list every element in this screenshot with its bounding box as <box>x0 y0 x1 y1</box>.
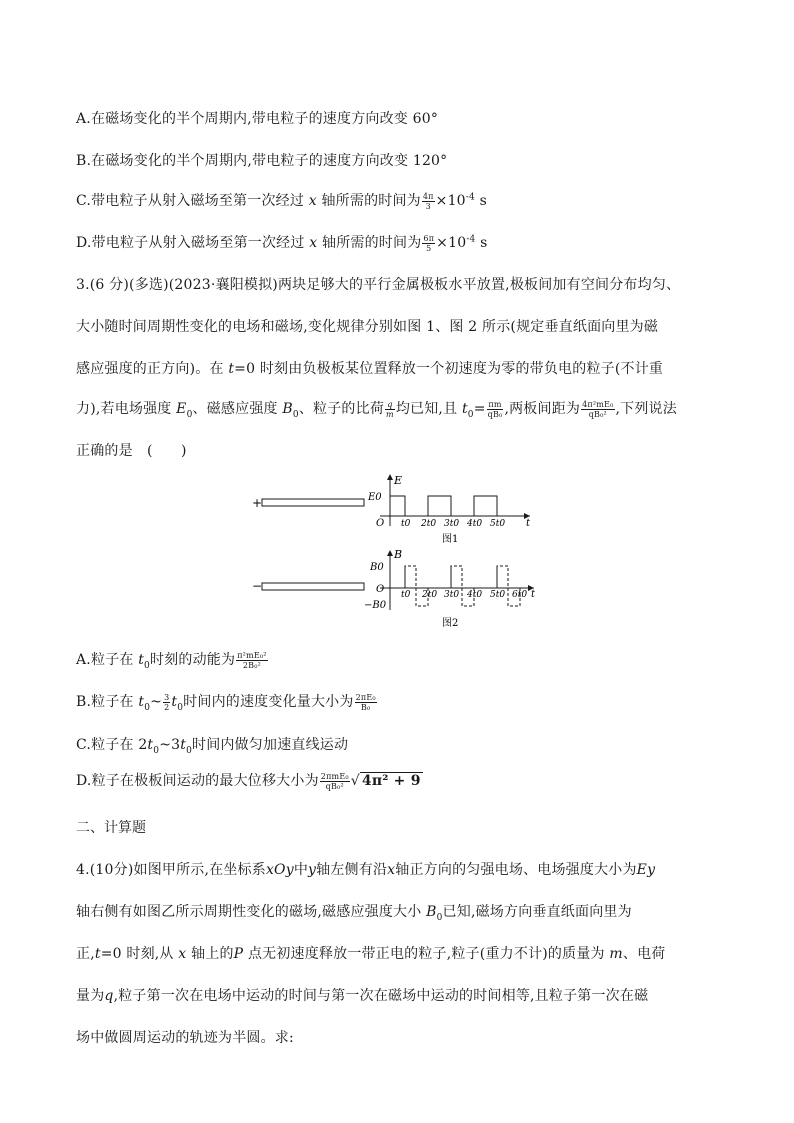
q4-line5: 场中做圆周运动的轨迹为半圆。求: <box>76 1030 294 1046</box>
q2-option-b: B.在磁场变化的半个周期内,带电粒子的速度方向改变 120° <box>76 153 448 169</box>
section-heading-calculation: 二、计算题 <box>76 820 146 836</box>
tick-2t0: 2t0 <box>422 590 438 600</box>
b-axis-arrow <box>387 550 393 556</box>
neg-b0-label: −B0 <box>364 600 387 611</box>
tick-t0: t0 <box>401 519 411 529</box>
plate-plus-sign: + <box>252 496 263 510</box>
b0-label: B0 <box>370 562 384 573</box>
tick-3t0: 3t0 <box>444 590 460 600</box>
t-axis-label: t <box>531 589 536 600</box>
figure-2-magnetic-field <box>248 548 548 632</box>
q3-option-d: D.粒子在极板间运动的最大位移大小为 $\frac{\text{2πmE₀}}{\text{qB₀²}}$ √ 4π² + 9 <box>76 771 421 791</box>
sqrt-sign: √ <box>350 773 360 789</box>
q3-stem-line4: 力),若电场强度 $E_0$、磁感应强度 $B_0$、粒子的比荷 $\frac{q}{m}$ 均已知,且 $t_0=$ $\frac{\pi m}{\text{qB₀}}$ ,两板间距为 $\frac{\text{4π²mE₀}}{\text{qB₀²}}$ ,下列说法 <box>76 399 677 420</box>
q3-stem-line1: 3.(6 分)(多选)(2023·襄阳模拟)两块足够大的平行金属极板水平放置,极板间加有空间分布均匀、 <box>76 277 681 293</box>
q3-option-b: B.粒子在 $t_0\sim$ $\frac{3}{2}$ $t_0$时间内的速度变化量大小为 $\frac{\text{2πE₀}}{\text{B₀}}$ <box>76 692 376 713</box>
b-waveform <box>405 566 520 606</box>
t-axis-label: t <box>526 518 531 529</box>
tick-6t0: 6t0 <box>512 590 528 600</box>
q3-option-a: A.粒子在 $t_0$时刻的动能为 $\frac{\text{π²mE₀²}}{\text{2B₀²}}$ <box>76 650 267 671</box>
origin-label: O <box>376 584 385 595</box>
q4-line4: 量为q,粒子第一次在电场中运动的时间与第一次在磁场中运动的时间相等,且粒子第一次在磁 <box>76 988 649 1004</box>
tick-5t0: 5t0 <box>490 519 506 529</box>
e-axis-arrow <box>387 474 393 480</box>
tick-2t0: 2t0 <box>421 519 437 529</box>
q3-stem-line3: 感应强度的正方向)。在 t=0 时刻由负极板某位置释放一个初速度为零的带负电的粒子(不计重 <box>76 361 664 377</box>
figure-2-caption: 图2 <box>442 618 459 629</box>
positive-plate <box>262 499 364 506</box>
q4-line2: 轴右侧有如图乙所示周期性变化的磁场,磁感应强度大小 $B_0$已知,磁场方向垂直纸面向里为 <box>76 904 632 923</box>
tick-3t0: 3t0 <box>444 519 460 529</box>
q3-stem-line2: 大小随时间周期性变化的电场和磁场,变化规律分别如图 1、图 2 所示(规定垂直纸面向里为磁 <box>76 319 659 335</box>
origin-label: O <box>376 518 385 529</box>
pulse-3 <box>474 496 497 516</box>
e-axis-label: E <box>394 474 403 487</box>
q4-line1: 4.(10分)如图甲所示,在坐标系xOy中y轴左侧有沿x轴正方向的匀强电场、电场强度大小为Ey <box>76 862 656 878</box>
pulse-1 <box>390 496 405 516</box>
negative-plate <box>262 583 364 590</box>
figure-1-electric-field <box>248 470 548 546</box>
tick-5t0: 5t0 <box>490 590 506 600</box>
pulse-2 <box>428 496 451 516</box>
b-axis-label: B <box>394 548 403 561</box>
figure-1-caption: 图1 <box>442 534 459 545</box>
e0-label: E0 <box>368 492 382 503</box>
tick-4t0: 4t0 <box>467 519 483 529</box>
q2-option-c: C.带电粒子从射入磁场至第一次经过 x 轴所需的时间为 $\frac{4\pi}{3}$ $\times 10^{-4}$ s <box>76 191 488 211</box>
tick-4t0: 4t0 <box>467 590 483 600</box>
q3-stem-line5: 正确的是 ( ) <box>76 443 187 459</box>
q4-line3: 正,t=0 时刻,从 x 轴上的P 点无初速度释放一带正电的粒子,粒子(重力不计)的质量为 m、电荷 <box>76 946 666 962</box>
q2-option-a: A.在磁场变化的半个周期内,带电粒子的速度方向改变 60° <box>76 111 439 127</box>
q2-option-d: D.带电粒子从射入磁场至第一次经过 x 轴所需的时间为 $\frac{6\pi}{5}$ $\times 10^{-4}$ s <box>76 233 488 253</box>
tick-t0: t0 <box>401 590 411 600</box>
plate-minus-sign: − <box>252 579 263 593</box>
q3-option-c: C.粒子在 $2t_0\sim 3t_0$时间内做匀加速直线运动 <box>76 737 349 756</box>
